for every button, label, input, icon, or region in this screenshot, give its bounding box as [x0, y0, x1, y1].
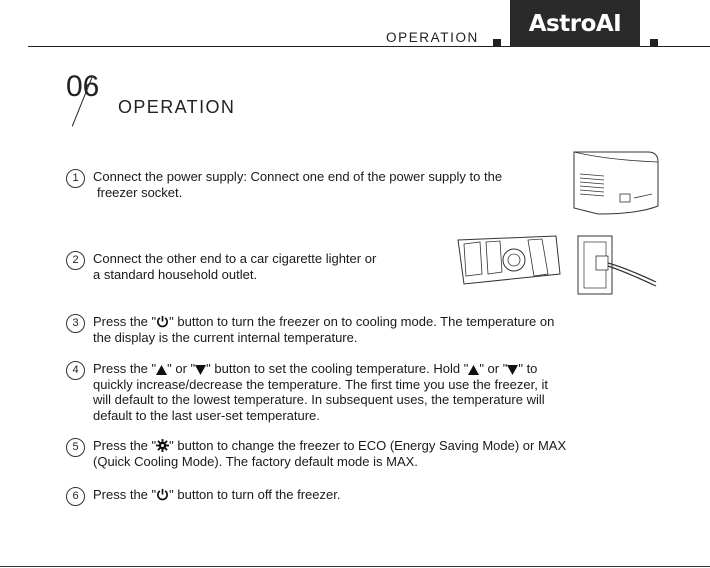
- step-text-b: " or ": [167, 361, 196, 376]
- step-text-a: Press the ": [93, 361, 157, 376]
- step-line: Connect the power supply: Connect one end of the power supply to the: [93, 169, 503, 184]
- header-square-right: [650, 39, 658, 47]
- step-line: quickly increase/decrease the temperature. The first time you use the freezer, it: [93, 376, 548, 392]
- step-line: [93, 361, 673, 377]
- header-square-left: [493, 39, 501, 47]
- step-line: freezer socket.: [97, 184, 183, 200]
- triangle-down-icon: [195, 365, 206, 375]
- brand-logo-text: AstroAI: [528, 10, 622, 37]
- step-text-post: " button to turn off the freezer.: [169, 487, 341, 502]
- step-line: a standard household outlet.: [93, 266, 258, 282]
- step-text: [93, 314, 673, 345]
- step-line: [93, 438, 693, 454]
- brand-logo: [510, 0, 640, 47]
- step-line: default to the last user-set temperature.: [93, 407, 320, 423]
- step-text: [93, 361, 673, 423]
- step-line: will default to the lowest temperature. In subsequent uses, the temperature will: [93, 392, 545, 407]
- step-text-d: " or ": [479, 361, 508, 376]
- step-text-pre: Press the ": [93, 314, 157, 329]
- step-line: [93, 314, 673, 330]
- power-icon: [156, 488, 169, 501]
- step-line: the display is the current internal temperature.: [93, 329, 358, 345]
- household-outlet-illustration: [576, 234, 658, 296]
- step-number: 1: [66, 169, 85, 188]
- step-number: 2: [66, 251, 85, 270]
- step-line: [93, 487, 493, 503]
- step-text-c: " button to set the cooling temperature. Hold ": [206, 361, 469, 376]
- step-line: (Quick Cooling Mode). The factory default mode is MAX.: [93, 453, 418, 469]
- footer-rule: [0, 566, 710, 567]
- step-text-post: " button to turn the freezer on to cooling mode. The temperature on: [169, 314, 555, 329]
- section-number: 06: [66, 70, 100, 103]
- step-number: 5: [66, 438, 85, 457]
- step-text-e: " to: [518, 361, 538, 376]
- step-line: Connect the other end to a car cigarette lighter or: [93, 251, 377, 266]
- triangle-up-icon: [156, 365, 167, 375]
- section-title: OPERATION: [118, 97, 236, 117]
- step-number: 6: [66, 487, 85, 506]
- power-icon: [156, 315, 169, 328]
- step-text-pre: Press the ": [93, 487, 157, 502]
- step-text: [93, 169, 573, 200]
- step-number: 4: [66, 361, 85, 380]
- step-text-pre: Press the ": [93, 438, 157, 453]
- triangle-down-icon: [507, 365, 518, 375]
- step-text: [93, 251, 433, 282]
- step-text: [93, 438, 693, 469]
- triangle-up-icon: [468, 365, 479, 375]
- freezer-socket-illustration: [568, 148, 660, 216]
- gear-icon: [156, 439, 169, 452]
- step-number: 3: [66, 314, 85, 333]
- step-text-post: " button to change the freezer to ECO (Energy Saving Mode) or MAX: [169, 438, 567, 453]
- car-lighter-illustration: [456, 234, 562, 286]
- header-title: OPERATION: [386, 30, 479, 45]
- step-text: [93, 487, 493, 503]
